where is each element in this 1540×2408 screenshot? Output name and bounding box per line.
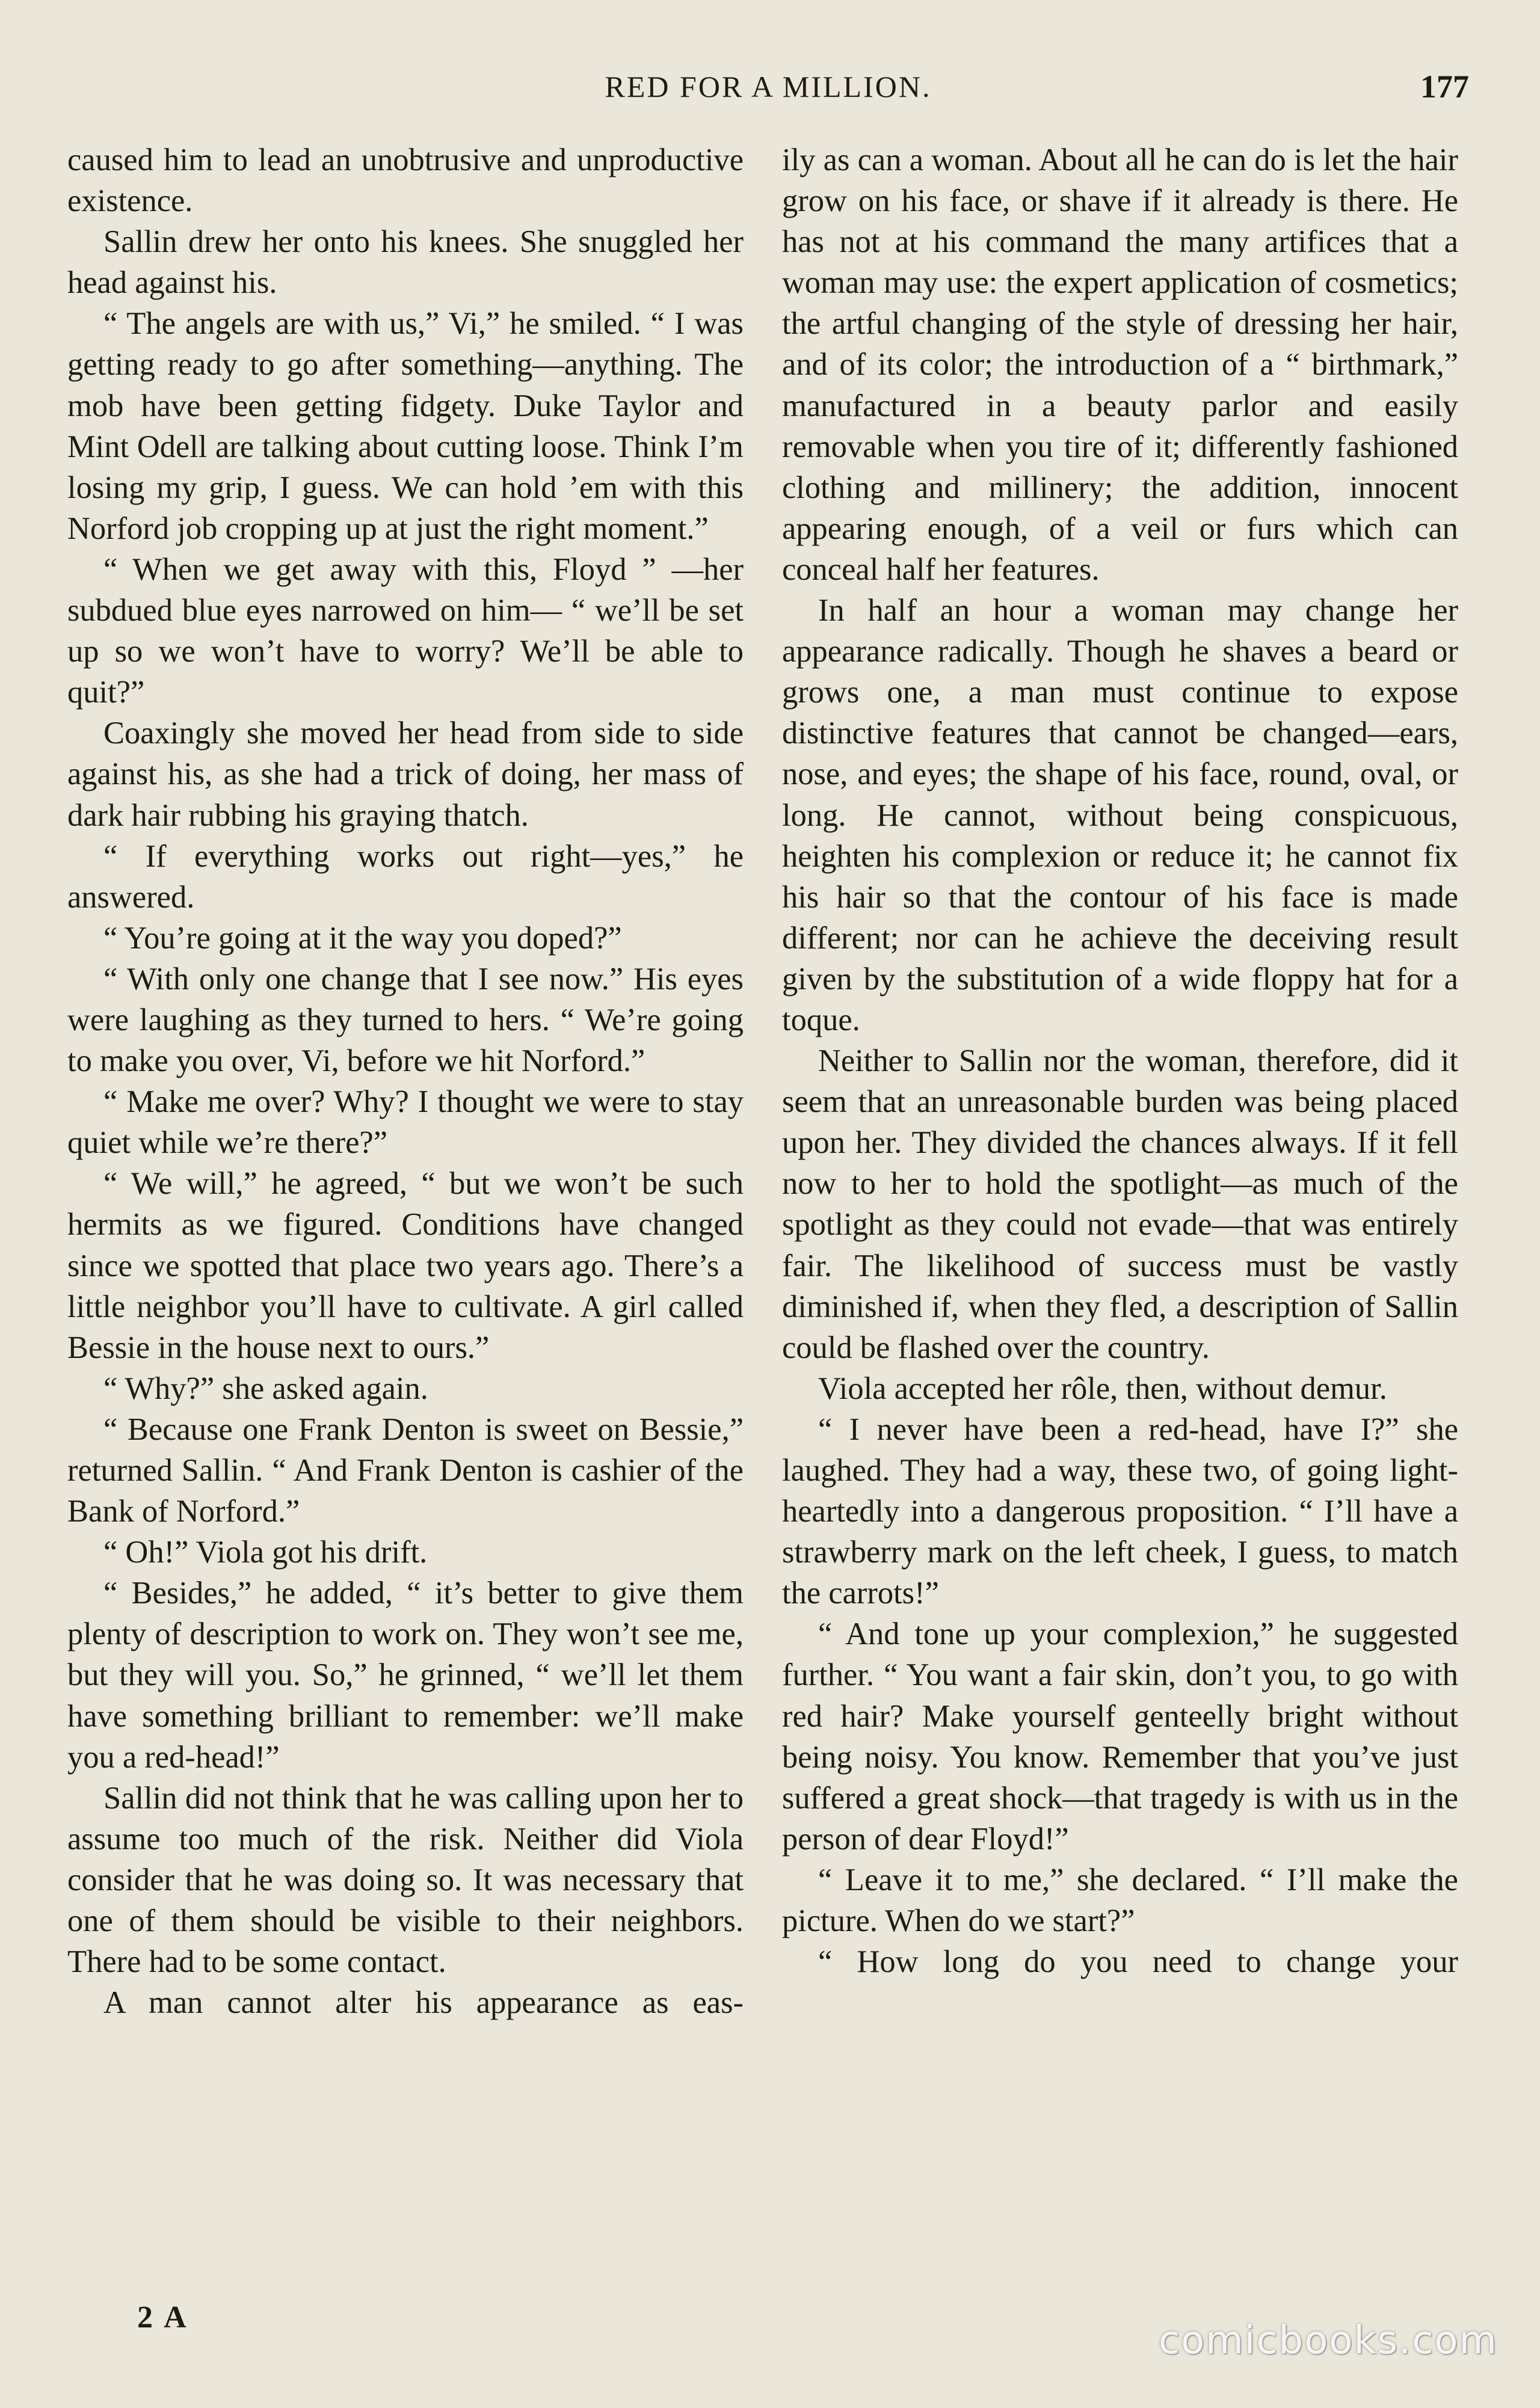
paragraph: “ We will,” he agreed, “ but we won’t be such hermits as we figured. Conditions have changed since we spotted that place two years ago. There’s a little neighbor you’ll have to cultivate. A girl called Bessie in the house next to ours.” (67, 1166, 744, 1365)
paragraph: “ Leave it to me,” she declared. “ I’ll make the picture. When do we start?” (782, 1862, 1458, 1939)
paragraph: caused him to lead an unobtrusive and unproductive existence. (67, 143, 744, 219)
paragraph: Neither to Sallin nor the woman, therefore, did it seem that an unreasonable burden was being placed upon her. They divided the chances always. If it fell now to her to hold the spotlight—as much of the spotlight as they could not evade—that was entirely fair. The likelihood of success must be vastly diminished if, when they fled, a description of Sallin could be flashed over the country. (782, 1043, 1458, 1365)
running-head (67, 63, 1469, 111)
left-column (67, 140, 744, 2281)
paragraph: Sallin did not think that he was calling upon her to assume too much of the risk. Neither did Viola consider that he was doing so. It was necessary that one of them should be visible to their neighbors. There had to be some contact. (67, 1780, 744, 1980)
paragraph: A man cannot alter his appearance as eas- (103, 1985, 744, 2021)
paragraph: “ How long do you need to change your (818, 1944, 1458, 1980)
page-number: 177 (1420, 69, 1469, 105)
paragraph: “ The angels are with us,” Vi,” he smiled. “ I was getting ready to go after something—anything. The mob have been getting fidgety. Duke Taylor and Mint Odell are talking about cutting loose. Think I’m losing my grip, I guess. We can hold ’em with this Norford job cropping up at just the right moment.” (67, 306, 744, 546)
paragraph: “ Make me over? Why? I thought we were to stay quiet while we’re there?” (67, 1084, 744, 1161)
paragraph: ily as can a woman. About all he can do is let the hair grow on his face, or shave if it already is there. He has not at his command the many artifices that a woman may use: the expert application of cosmetics; the artful changing of the style of dressing her hair, and of its color; the introduction of a “ birthmark,” manufactured in a beauty parlor and easily removable when you tire of it; differently fashioned clothing and millinery; the addition, innocent appearing enough, of a veil or furs which can conceal half her features. (782, 143, 1458, 587)
running-title: RED FOR A MILLION. (605, 70, 932, 103)
watermark: comicbooks.com (1158, 2318, 1498, 2363)
paragraph: Coaxingly she moved her head from side to side against his, as she had a trick of doing, her mass of dark hair rubbing his graying thatch. (67, 716, 744, 833)
paragraph: “ When we get away with this, Floyd ” —her subdued blue eyes narrowed on him— “ we’ll be set up so we won’t have to worry? We’ll be able to quit?” (67, 551, 744, 710)
paragraph: “ Because one Frank Denton is sweet on Bessie,” returned Sallin. “ And Frank Denton is cashier of the Bank of Norford.” (67, 1411, 744, 1529)
paragraph: “ Why?” she asked again. (103, 1371, 428, 1406)
paragraph: “ With only one change that I see now.” His eyes were laughing as they turned to hers. “ We’re going to make you over, Vi, before we hit Norford.” (67, 961, 744, 1079)
paragraph: Viola accepted her rôle, then, without demur. (818, 1371, 1387, 1406)
signature-mark: 2 A (137, 2300, 189, 2335)
right-column (782, 140, 1458, 2281)
paragraph: Sallin drew her onto his knees. She snuggled her head against his. (67, 224, 744, 301)
paragraph: “ I never have been a red-head, have I?” she laughed. They had a way, these two, of going light-heartedly into a dangerous proposition. “ I’ll have a strawberry mark on the left cheek, I guess, to match the carrots!” (782, 1411, 1458, 1611)
paragraph: “ And tone up your complexion,” he suggested further. “ You want a fair skin, don’t you, to go with red hair? Make yourself genteelly bright without being noisy. You know. Remember that you’ve just suffered a great shock—that tragedy is with us in the person of dear Floyd!” (782, 1617, 1458, 1857)
paragraph: “ You’re going at it the way you doped?” (103, 920, 622, 956)
paragraph: In half an hour a woman may change her appearance radically. Though he shaves a beard or grows one, a man must continue to expose distinctive features that cannot be changed—ears, nose, and eyes; the shape of his face, round, oval, or long. He cannot, without being conspicuous, heighten his complexion or reduce it; he cannot fix his hair so that the contour of his face is made different; nor can he achieve the deceiving result given by the substitution of a wide floppy hat for a toque. (782, 593, 1458, 1037)
paragraph: “ If everything works out right—yes,” he answered. (67, 838, 744, 915)
paragraph: “ Oh!” Viola got his drift. (103, 1535, 428, 1570)
paragraph: “ Besides,” he added, “ it’s better to give them plenty of description to work on. They won’t see me, but they will you. So,” he grinned, “ we’ll let them have something brilliant to remember: we’ll make you a red-head!” (67, 1576, 744, 1775)
